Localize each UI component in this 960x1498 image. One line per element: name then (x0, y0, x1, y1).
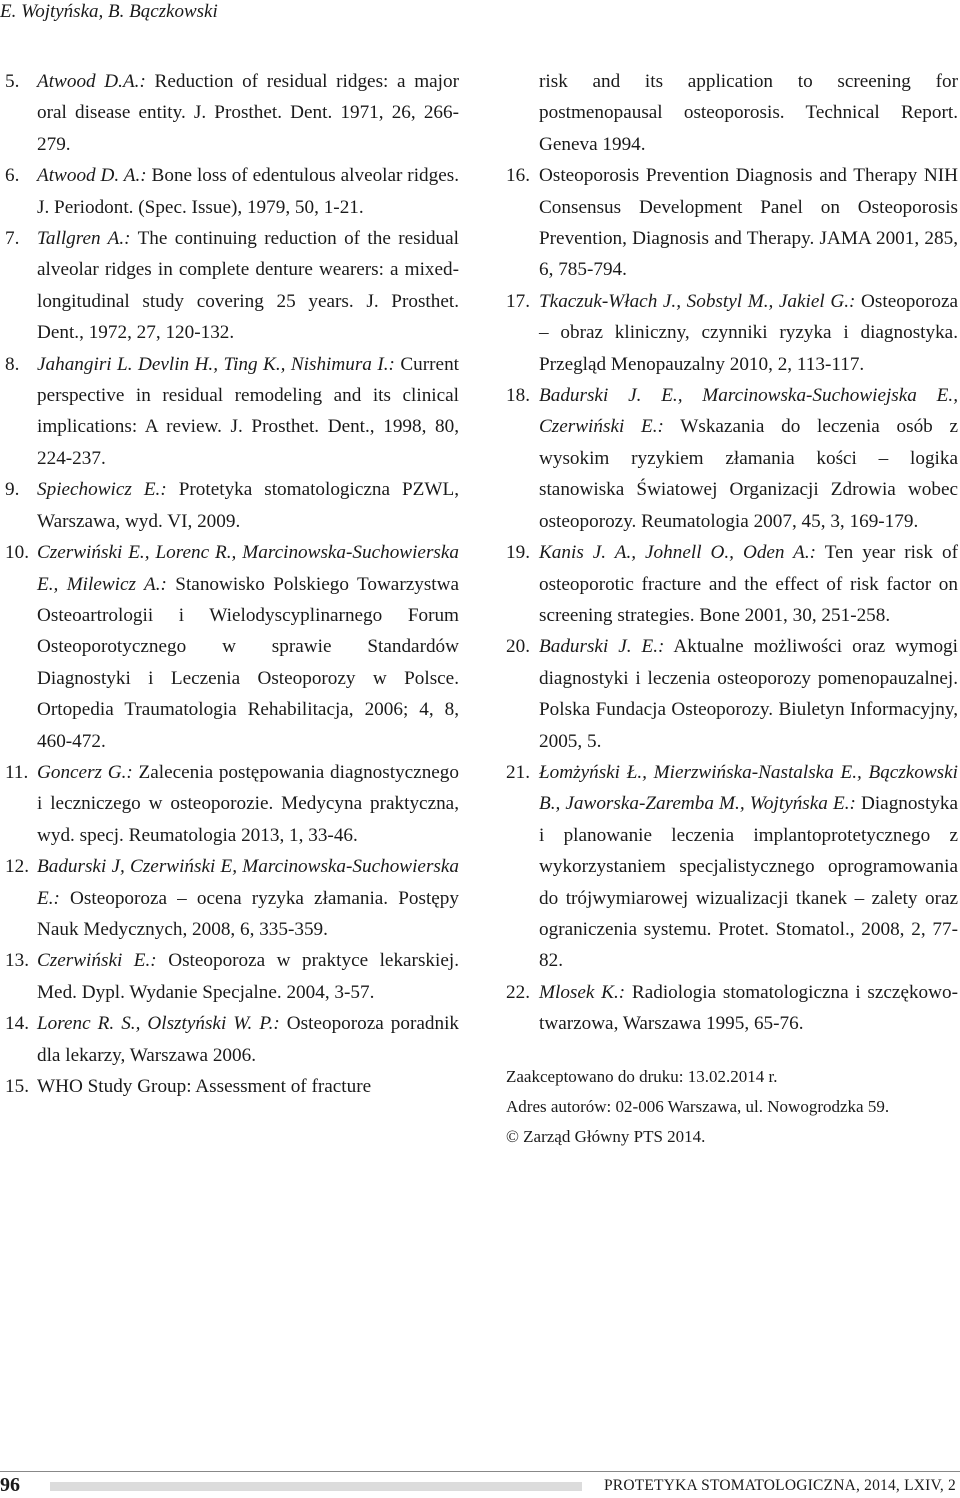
reference-item (506, 380, 958, 537)
reference-text: WHO Study Group: Assessment of fracture (37, 1076, 372, 1097)
reference-number: 8. (5, 353, 20, 375)
reference-number: 21. (506, 761, 530, 783)
reference-authors: Tkaczuk-Włach J., Sobstyl M., Jakiel G.: (539, 290, 856, 312)
reference-text: Zalecenia postępowania diagnostycznego i leczniczego w osteoporozie. Medycyna praktyczna, wyd. specj. Reumatologia 2013, 1, 33-46. (37, 761, 459, 846)
copyright-notice: © Zarząd Główny PTS 2014. (506, 1126, 706, 1146)
reference-authors: Mlosek K.: (539, 981, 626, 1003)
reference-authors: Łomżyński Ł., Mierzwińska-Nastalska E., Bączkowski B., Jaworska-Zaremba M., Wojtyńska E.: (539, 761, 958, 815)
reference-text: Stanowisko Polskiego Towarzystwa Osteoartrologii i Wielodyscyplinarnego Forum Osteoporotycznego w sprawie Standardów Diagnostyki i Leczenia Osteoporozy w Polsce. Ortopedia Traumatologia Rehabilitacja, 2006; 4, 8, 460-472. (37, 573, 459, 752)
reference-text: Current perspective in residual remodeling and its clinical implications: A review. J. Prosthet. Dent., 1998, 80, 224-237. (37, 353, 459, 469)
reference-item (5, 1008, 459, 1071)
reference-item (506, 757, 958, 977)
reference-text: Osteoporosis Prevention Diagnosis and Therapy NIH Consensus Development Panel on Osteoporosis Prevention, Diagnosis and Therapy. JAMA 2001, 285, 6, 785-794. (539, 165, 958, 281)
reference-text: Aktualne możliwości oraz wymogi diagnostyki i leczenia osteoporozy pomenopauzalnej. Polska Fundacja Osteoporozy. Biuletyn Informacyjny, 2005, 5. (539, 636, 958, 752)
reference-authors: Goncerz G.: (37, 761, 133, 783)
reference-number: 15. (5, 1076, 29, 1097)
reference-item (5, 349, 459, 475)
reference-text: Osteoporoza – ocena ryzyka złamania. Postępy Nauk Medycznych, 2008, 6, 335-359. (37, 887, 459, 940)
reference-number: 22. (506, 981, 530, 1003)
reference-number: 11. (5, 761, 29, 783)
reference-text: Osteoporoza poradnik dla lekarzy, Warszawa 2006. (37, 1013, 459, 1066)
reference-text: Reduction of residual ridges: a major oral disease entity. J. Prosthet. Dent. 1971, 26, 266-279. (37, 71, 459, 155)
reference-item (506, 160, 958, 286)
footer-rule (0, 1471, 960, 1472)
reference-authors: Spiechowicz E.: (37, 479, 167, 501)
reference-item (506, 631, 958, 757)
reference-text: Ten year risk of osteoporotic fracture and the effect of risk factor on screening strategies. Bone 2001, 30, 251-258. (539, 542, 958, 626)
reference-number: 12. (5, 856, 29, 878)
reference-number: 16. (506, 165, 530, 187)
reference-continuation: risk and its application to screening for postmenopausal osteoporosis. Technical Report. Geneva 1994. (539, 71, 958, 155)
reference-text: Wskazania do leczenia osób z wysokim ryzykiem złamania kości – logika stanowiska Światowej Organizacji Zdrowia wobec osteoporozy. Reumatologia 2007, 45, 3, 169-179. (539, 416, 958, 532)
reference-number: 6. (5, 165, 20, 187)
reference-item (5, 537, 459, 757)
reference-authors: Badurski J, Czerwiński E, Marcinowska-Suchowierska E.: (37, 856, 459, 909)
reference-authors: Tallgren A.: (37, 228, 131, 250)
reference-text: Osteoporoza w praktyce lekarskiej. Med. Dypl. Wydanie Specjalne. 2004, 3-57. (37, 950, 459, 1003)
reference-item (5, 66, 459, 160)
reference-text: Bone loss of edentulous alveolar ridges. J. Periodont. (Spec. Issue), 1979, 50, 1-21. (37, 165, 459, 218)
right-column (506, 66, 958, 1152)
journal-name: PROTETYKA STOMATOLOGICZNA, 2014, LXIV, 2 (603, 1477, 956, 1494)
reference-authors: Kanis J. A., Johnell O., Oden A.: (539, 542, 817, 564)
reference-number: 18. (506, 385, 530, 407)
author-address: Adres autorów: 02-006 Warszawa, ul. Nowogrodzka 59. (506, 1096, 890, 1116)
reference-item (5, 851, 459, 945)
reference-authors: Badurski J. E., Marcinowska-Suchowiejska E., Czerwiński E.: (539, 385, 958, 438)
running-head: E. Wojtyńska, B. Bączkowski (0, 1, 218, 22)
reference-number: 19. (506, 542, 530, 564)
reference-authors: Atwood D. A.: (37, 165, 147, 187)
reference-number: 13. (5, 950, 29, 972)
reference-authors: Jahangiri L. Devlin H., Ting K., Nishimura I.: (37, 353, 395, 375)
article-notes (506, 1062, 958, 1152)
reference-item (5, 474, 459, 537)
reference-number: 9. (5, 479, 20, 501)
reference-authors: Czerwiński E.: (37, 950, 157, 972)
page-number: 96 (0, 1474, 20, 1496)
reference-authors: Badurski J. E.: (539, 636, 665, 658)
reference-text: Diagnostyka i planowanie leczenia implantoprotetycznego z wykorzystaniem specjalistycznego oprogramowania do trójwymiarowej wizualizacji tkanek – zalety oraz ograniczenia systemu. Protet. Stomatol., 2008, 2, 77-82. (539, 793, 958, 972)
reference-item (5, 223, 459, 349)
reference-text: The continuing reduction of the residual alveolar ridges in complete denture wearers: a mixed-longitudinal study covering 25 years. J. Prosthet. Dent., 1972, 27, 120-132. (37, 228, 459, 344)
reference-number: 14. (5, 1013, 29, 1035)
reference-item (5, 1071, 459, 1102)
reference-item (5, 945, 459, 1008)
reference-number: 5. (5, 71, 20, 92)
reference-number: 10. (5, 542, 29, 564)
reference-authors: Atwood D.A.: (37, 71, 146, 92)
reference-item (506, 537, 958, 631)
reference-number: 20. (506, 636, 530, 658)
reference-authors: Lorenc R. S., Olsztyński W. P.: (37, 1013, 280, 1035)
reference-item (5, 160, 459, 223)
reference-authors: Czerwiński E., Lorenc R., Marcinowska-Suchowierska E., Milewicz A.: (37, 542, 459, 595)
accepted-date: Zaakceptowano do druku: 13.02.2014 r. (506, 1066, 778, 1086)
reference-text: Protetyka stomatologiczna PZWL, Warszawa, wyd. VI, 2009. (37, 479, 459, 532)
reference-item (506, 286, 958, 380)
reference-text: Radiologia stomatologiczna i szczękowo-twarzowa, Warszawa 1995, 65-76. (539, 981, 958, 1035)
footer-bar (50, 1482, 582, 1491)
reference-item (506, 977, 958, 1040)
reference-text: Osteoporoza – obraz kliniczny, czynniki ryzyka i diagnostyka. Przegląd Menopauzalny 2010, 2, 113-117. (539, 290, 959, 375)
reference-number: 17. (506, 290, 530, 312)
reference-number: 7. (5, 228, 20, 250)
reference-item (5, 757, 459, 851)
left-column (5, 66, 459, 1102)
